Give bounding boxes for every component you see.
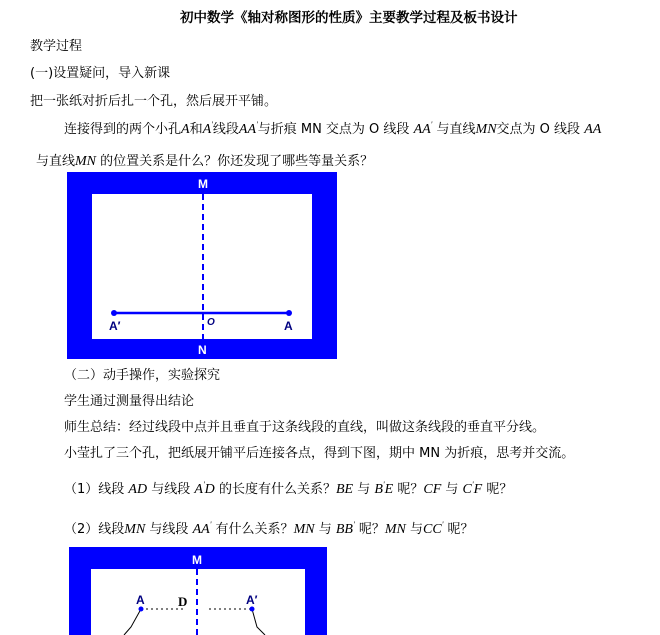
point-a [286,310,292,316]
text-segment: 与直线 [436,122,476,137]
text-segment: 与 [357,482,371,497]
math-aa: AA [192,522,210,537]
text-segment: 与折痕 MN 交点为 O 线段 [257,122,410,137]
text-segment: 与 [445,482,459,497]
math-bb: BB [335,522,353,537]
prime-mark: ' [211,120,213,129]
text-segment: 交点为 O 线段 [496,122,581,137]
prime-mark: ' [352,520,355,529]
text-segment: 连接得到的两个小孔 [64,122,182,137]
text-segment: （1）线段 [64,482,125,497]
math-d: D [204,482,215,497]
math-mn: MN [293,522,315,537]
prime-mark: ' [209,520,212,529]
label-a-prime: A′ [109,319,121,333]
label-a: A [136,593,145,607]
text-segment: 有什么关系？ [215,522,294,537]
math-mn: MN [75,154,97,169]
prime-mark: ' [430,120,433,129]
figure-1 [67,172,337,359]
label-a-prime: A′ [246,593,258,607]
step2-heading: （二）动手操作，实验探究 [64,368,221,383]
math-aa: AA [238,122,256,137]
math-mn: MN [124,522,146,537]
label-o: O [207,317,215,328]
math-b-prime: B [374,482,383,497]
text-segment: 与线段 [151,482,191,497]
step2-paragraph-3: 小莹扎了三个孔，把纸展开铺平后连接各点，得到下图，期中 MN 为折痕，思考并交流。 [64,446,575,461]
step1-heading: (一)设置疑问，导入新课 [30,66,171,81]
label-d: D [178,594,188,609]
text-segment: 呢？ [397,482,424,497]
text-segment: （2）线段 [64,522,125,537]
label-n: N [198,343,207,357]
text-segment: 呢？ [358,522,385,537]
step2-paragraph-2: 师生总结：经过线段中点并且垂直于这条线段的直线，叫做这条线段的垂直平分线。 [64,420,546,435]
prime-mark: ' [441,520,444,529]
text-segment: 与直线 [36,154,76,169]
label-m: M [198,177,208,191]
math-mn: MN [384,522,406,537]
step1-paragraph-1: 把一张纸对折后扎一个孔，然后展开平铺。 [30,94,278,109]
text-segment: 的长度有什么关系？ [218,482,336,497]
math-aa: AA [413,122,431,137]
text-segment: 与 [318,522,332,537]
math-cf: CF [423,482,442,497]
question-2 [64,518,474,538]
prime-mark: ' [202,480,205,489]
math-e: E [384,482,394,497]
math-mn: MN [475,122,497,137]
math-be: BE [335,482,354,497]
math-a: A [181,122,190,137]
page-title: 初中数学《轴对称图形的性质》主要教学过程及板书设计 [180,10,518,26]
math-f: F [473,482,483,497]
step1-paragraph-2 [64,118,601,138]
text-segment: 呢？ [447,522,474,537]
math-aa: AA [584,122,602,137]
label-a: A [284,319,293,333]
prime-mark: ' [471,480,474,489]
text-segment: 与线段 [149,522,189,537]
math-c-prime: C [462,482,472,497]
math-cc: CC [423,522,442,537]
point-a [139,607,144,612]
figure-2 [69,547,327,635]
text-segment: 与 [409,522,423,537]
text-segment: 和 [189,122,203,137]
prime-mark: ' [382,480,385,489]
math-a-prime: A [194,482,203,497]
math-a-prime: A [202,122,212,137]
text-segment: 的位置关系是什么？你还发现了哪些等量关系？ [100,154,374,169]
question-1 [64,478,512,498]
step2-paragraph-1: 学生通过测量得出结论 [64,394,195,409]
text-segment: 呢？ [486,482,513,497]
step1-paragraph-3 [36,150,373,170]
point-a-prime [250,607,255,612]
label-m: M [192,553,202,567]
text-segment: 线段 [212,122,239,137]
math-ad: AD [128,482,148,497]
prime-mark: ' [256,120,258,129]
point-a-prime [111,310,117,316]
section-heading: 教学过程 [30,39,83,54]
